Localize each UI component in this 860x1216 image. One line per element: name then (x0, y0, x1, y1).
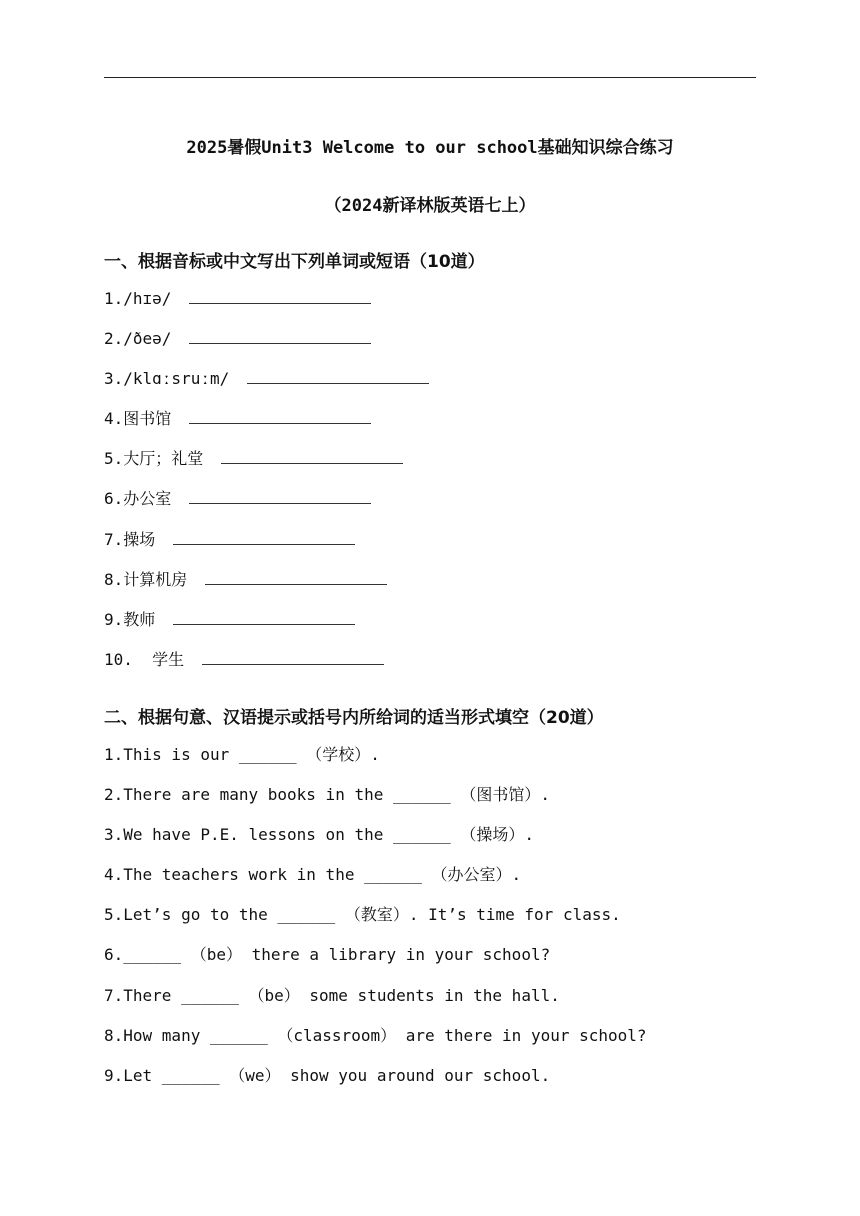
list-item: 5.Let’s go to the ______ （教室）. It’s time for class. (104, 905, 621, 925)
answer-blank[interactable] (173, 529, 355, 545)
list-item: 3./klɑːsruːm/ (104, 367, 429, 407)
section-2-heading: 二、根据句意、汉语提示或括号内所给词的适当形式填空（20道） (104, 708, 604, 728)
list-item: 8.How many ______ （classroom） are there in your school? (104, 1025, 647, 1045)
answer-blank[interactable] (173, 609, 355, 625)
list-item: 8.计算机房 (104, 568, 429, 608)
answer-blank[interactable] (247, 368, 429, 384)
list-item: 1.This is our ______ （学校）. (104, 745, 380, 764)
document-title: 2025暑假Unit3 Welcome to our school基础知识综合练习 (186, 138, 674, 158)
list-item: 9.教师 (104, 608, 429, 648)
answer-blank[interactable] (189, 288, 371, 304)
document-subtitle: （2024新译林版英语七上） (324, 196, 536, 216)
answer-blank[interactable] (189, 328, 371, 344)
section-1-list (104, 287, 429, 688)
list-item: 5.大厅；礼堂 (104, 447, 429, 487)
list-item: 2./ðeə/ (104, 327, 429, 367)
list-item: 4.The teachers work in the ______ （办公室）. (104, 865, 522, 885)
list-item: 3.We have P.E. lessons on the ______ （操场）. (104, 825, 535, 845)
section-1-heading: 一、根据音标或中文写出下列单词或短语（10道） (104, 252, 485, 272)
list-item: 7.There ______ （be） some students in the hall. (104, 985, 560, 1005)
list-item: 7.操场 (104, 528, 429, 568)
list-item: 2.There are many books in the ______ （图书馆）. (104, 785, 551, 805)
list-item: 9.Let ______ （we） show you around our school. (104, 1065, 551, 1085)
answer-blank[interactable] (205, 569, 387, 585)
section-2-list (104, 743, 647, 1104)
answer-blank[interactable] (221, 448, 403, 464)
answer-blank[interactable] (189, 408, 371, 424)
list-item: 6.办公室 (104, 487, 429, 527)
list-item: 10. 学生 (104, 648, 429, 688)
list-item: 6.______ （be） there a library in your school? (104, 945, 551, 965)
header-rule (104, 77, 756, 78)
answer-blank[interactable] (189, 488, 371, 504)
list-item: 4.图书馆 (104, 407, 429, 447)
answer-blank[interactable] (202, 649, 384, 665)
list-item: 1./hɪə/ (104, 287, 429, 327)
